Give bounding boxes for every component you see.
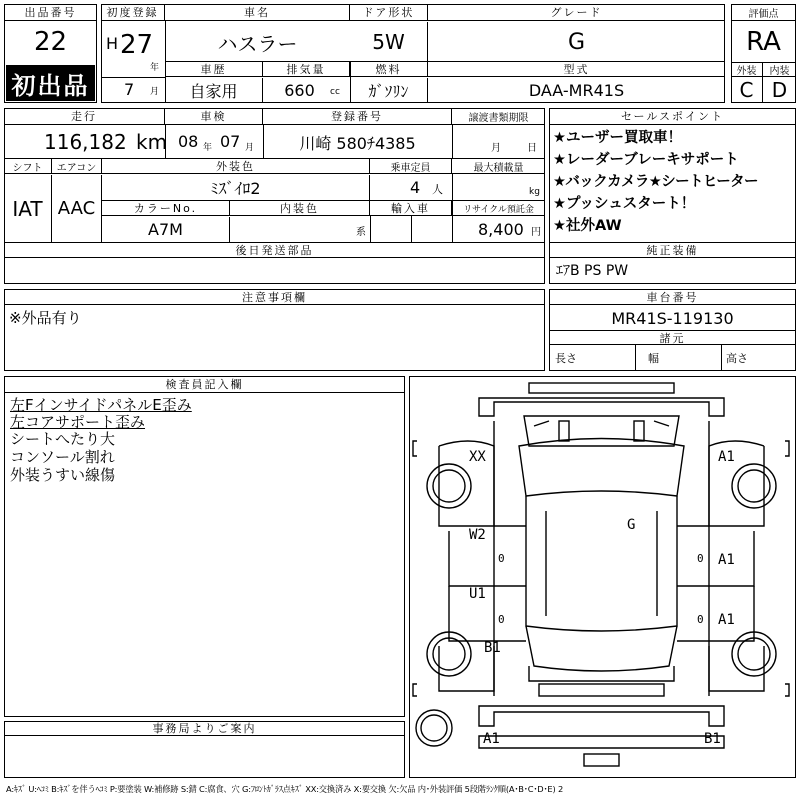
notes-value: ※外品有り [9,309,82,327]
transfer-month-unit: 月 [491,143,501,154]
car-name-label: 車名 [165,4,350,21]
ext-color-value: ﾐｽﾞｲﾛ2 [102,175,370,200]
capacity-label: 乗車定員 [370,159,452,174]
lot-label: 出品番号 [4,4,97,21]
first-reg-label: 初度登録 [101,4,165,21]
load-unit: kg [529,187,540,197]
inspection-label: 車検 [165,108,263,125]
inspector-line-3: シートへたり大 [10,430,116,448]
first-reg-era: H [106,34,119,53]
mark-roof: G [627,517,636,533]
displacement-value: 660 [284,81,315,100]
model-value: DAA-MR41S [528,81,625,100]
spec-length: 長さ [555,352,577,365]
shift-value: IAT [4,175,52,242]
mark-front-right: A1 [718,449,735,465]
int-color-label: 内装色 [230,201,370,216]
color-no-value: A7M [102,217,230,242]
first-reg-year: 27 [120,30,154,60]
door-value: 5W [350,22,428,62]
chassis-value: MR41S-119130 [611,308,734,328]
fuel-label: 燃料 [350,62,428,77]
lot-value: 22 [33,27,68,57]
chassis-label: 車台番号 [549,289,796,305]
mark-rear-left: B1 [484,640,501,656]
ac-value: AAC [52,175,102,242]
year-unit: 年 [150,63,160,73]
mark-zero-2: 0 [697,552,704,565]
int-color-unit: 系 [356,227,366,238]
interior-label: 内装 [763,62,796,77]
grade-value: G [567,29,586,55]
inspector-line-2-text: 左コアサポート歪み [10,413,146,431]
capacity-value: 4 [410,178,421,197]
mark-bumper-left: A1 [483,731,500,747]
inspector-line-5: 外装うすい線傷 [10,466,116,484]
notes-label: 注意事項欄 [4,289,545,305]
inspector-label: 検査員記入欄 [4,376,405,393]
legend: A:ｷｽﾞ U:ﾍｺﾐ B:ｷｽﾞを伴うﾍｺﾐ P:要塗装 W:補修跡 S:錆 C:腐食、穴 G:ﾌﾛﾝﾄｶﾞﾗｽ点ｷｽﾞ XX:交換済み X:要交換 欠:欠品 内･外装評価 5段階ﾗﾝｸ順(A･B･C･D･E) 2 [6,784,564,794]
recycle-label: リサイクル預託金 [452,201,545,216]
exterior-value: C [731,77,763,103]
reg-label: 登録番号 [263,108,452,125]
car-diagram [409,376,796,778]
specs-label: 諸元 [549,330,796,345]
mark-zero-3: 0 [498,613,505,626]
history-value: 自家用 [165,78,263,103]
capacity-unit: 人 [432,183,443,196]
transfer-label: 譲渡書類期限 [452,108,545,125]
mileage-label: 走行 [4,108,165,125]
sales-points-label: セールスポイント [549,108,796,125]
exterior-label: 外装 [731,62,763,77]
inspector-line-2 [10,414,145,432]
inspection-month: 07 [220,132,241,151]
inspection-month-unit: 月 [245,143,255,153]
inspector-line-4: コンソール割れ [10,448,115,466]
transfer-day-unit: 日 [527,143,537,154]
fuel-value: ｶﾞｿﾘﾝ [350,78,428,103]
sales-point-5: ★社外AW [553,218,622,234]
interior-value: D [771,78,788,102]
spec-width: 幅 [648,352,659,365]
history-label: 車歴 [165,62,263,77]
reg-value: 川崎 580ﾁ4385 [299,133,416,153]
model-label: 型式 [428,62,725,77]
genuine-label: 純正装備 [549,243,796,258]
color-no-label: カラーNo. [102,201,230,216]
door-label: ドア形状 [350,4,428,21]
recycle-value: 8,400 [478,220,524,239]
first-listing-badge: 初出品 [6,65,95,101]
mark-right-rear-door: A1 [718,612,735,628]
inspector-line-1 [10,397,192,415]
sales-point-1: ★ユーザー買取車！ [553,130,682,146]
mark-bumper-right: B1 [704,731,721,747]
inspector-line-1-text: 左FインサイドパネルE歪み [10,396,192,414]
office-label: 事務局よりご案内 [4,721,405,736]
recycle-unit: 円 [531,227,541,238]
genuine-value: ｴｱB PS PW [556,263,629,279]
ac-label: エアコン [52,159,102,174]
import-label: 輸入車 [370,201,452,216]
sales-point-3: ★バックカメラ★シートヒーター [553,174,758,190]
mark-zero-4: 0 [697,613,704,626]
mark-front-left: XX [469,449,486,465]
score-label: 評価点 [731,4,796,21]
ext-color-label: 外装色 [102,159,370,174]
displacement-label: 排気量 [263,62,350,77]
sales-point-4: ★プッシュスタート！ [553,196,696,212]
mileage-value: 116,182 [44,130,127,154]
sales-point-2: ★レーダーブレーキサポート [553,152,739,168]
mark-left-front-door: W2 [469,527,486,543]
first-reg-month: 7 [124,80,135,99]
mark-left-rear-door: U1 [469,586,486,602]
grade-label: グレード [428,4,725,21]
later-parts-label: 後日発送部品 [4,243,545,258]
spec-height: 高さ [726,352,748,365]
car-name: ハスラー [217,31,298,56]
mileage-unit: km [136,130,168,154]
score-value: RA [746,27,781,57]
mark-zero-1: 0 [498,552,505,565]
inspection-year: 08 [178,132,199,151]
month-unit: 月 [150,87,160,97]
inspection-year-unit: 年 [203,143,213,153]
mark-right-front-door: A1 [718,552,735,568]
load-label: 最大積載量 [452,159,545,174]
shift-label: シフト [4,159,52,174]
displacement-unit: cc [330,87,340,97]
